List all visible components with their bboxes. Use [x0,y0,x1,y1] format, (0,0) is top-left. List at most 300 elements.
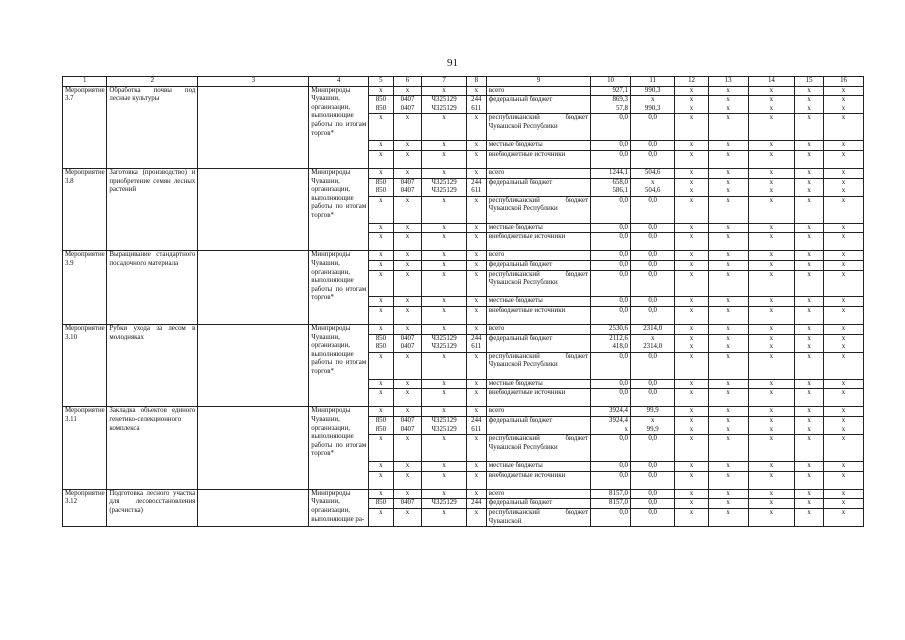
funding-source: всего [486,407,590,417]
column-3-empty [198,489,309,526]
value-col10: 0,0 [591,251,631,261]
code-expense: x [466,86,486,96]
value-col15: x x [795,178,824,196]
value-col10: 658,0 586,1 [591,178,631,196]
value-col15: x x [795,417,824,435]
value-col13: x [708,499,748,509]
code-grbs: x [369,489,393,499]
measure-executor: Минприроды Чувашии, организации, выполняющие работы по итогам торгов* [309,86,369,168]
header-cell-4: 4 [309,77,369,87]
header-cell-2: 2 [107,77,198,87]
value-col13: x [708,297,748,307]
value-col12: x [675,508,708,526]
code-grbs: x [369,462,393,472]
code-target: x [422,168,466,178]
value-col13: x [708,325,748,335]
table-row [63,251,864,261]
value-col15: x [795,260,824,270]
value-col10: 2112,6 418,0 [591,334,631,352]
value-col12: x [675,499,708,509]
value-col11: 0,0 [631,435,675,462]
value-col13: x [708,114,748,141]
value-col14: x [748,297,795,307]
code-target: x [422,471,466,489]
funding-source: федеральный бюджет [486,334,590,352]
funding-source: местные бюджеты [486,297,590,307]
funding-source: внебюджетные источники [486,233,590,251]
value-col16: x [824,499,864,509]
code-section: x [393,325,422,335]
column-3-empty [198,407,309,489]
value-col12: x [675,251,708,261]
code-expense: 244 611 [466,96,486,114]
code-grbs: x [369,297,393,307]
header-cell-6: 6 [393,77,422,87]
code-grbs: x [369,389,393,407]
value-col16: x [824,435,864,462]
value-col11: 0,0 [631,389,675,407]
value-col10: 0,0 [591,435,631,462]
funding-source: федеральный бюджет [486,417,590,435]
code-target: x [422,435,466,462]
value-col11: 0,0 [631,141,675,151]
code-expense: x [466,114,486,141]
value-col13: x x [708,334,748,352]
code-section: x [393,471,422,489]
code-section: x [393,306,422,324]
value-col13: x x [708,417,748,435]
value-col16: x x [824,334,864,352]
value-col15: x [795,233,824,251]
value-col16: x [824,379,864,389]
header-cell-15: 15 [795,77,824,87]
value-col14: x x [748,96,795,114]
code-target: x [422,196,466,223]
value-col13: x [708,233,748,251]
value-col12: x [675,86,708,96]
code-target: Ч325129 Ч325129 [422,178,466,196]
value-col13: x [708,379,748,389]
code-target: x [422,325,466,335]
table-row [63,325,864,335]
value-col10: 0,0 [591,114,631,141]
code-target: x [422,114,466,141]
code-expense: 244 [466,499,486,509]
value-col15: x [795,379,824,389]
code-target: x [422,223,466,233]
measure-id: Мероприятие 3.10 [63,325,107,407]
value-col15: x [795,389,824,407]
code-section: x [393,379,422,389]
code-expense: x [466,508,486,526]
code-section: x [393,114,422,141]
code-section: 0407 0407 [393,178,422,196]
value-col14: x [748,86,795,96]
column-3-empty [198,168,309,250]
funding-source: республиканский бюджет Чувашской [486,508,590,526]
value-col11: 0,0 [631,462,675,472]
value-col13: x [708,306,748,324]
funding-source: республиканский бюджет Чувашской Республики [486,270,590,297]
code-grbs: x [369,508,393,526]
code-target: x [422,297,466,307]
value-col14: x [748,251,795,261]
funding-source: внебюджетные источники [486,471,590,489]
value-col10: 0,0 [591,297,631,307]
code-section: 0407 0407 [393,334,422,352]
code-section: x [393,297,422,307]
code-section: x [393,462,422,472]
header-cell-12: 12 [675,77,708,87]
value-col10: 869,3 57,8 [591,96,631,114]
value-col11: 0,0 [631,196,675,223]
value-col10: 0,0 [591,352,631,379]
value-col12: x [675,352,708,379]
value-col12: x [675,306,708,324]
code-expense: 244 611 [466,178,486,196]
value-col15: x [795,114,824,141]
funding-source: федеральный бюджет [486,260,590,270]
code-section: x [393,86,422,96]
measure-executor: Минприроды Чувашии, организации, выполняющие работы по итогам торгов* [309,251,369,325]
value-col13: x [708,141,748,151]
value-col12: x x [675,417,708,435]
value-col14: x [748,508,795,526]
funding-source: всего [486,325,590,335]
code-section: x [393,508,422,526]
code-section: x [393,270,422,297]
code-expense: x [466,251,486,261]
value-col15: x [795,499,824,509]
code-section: 0407 0407 [393,96,422,114]
value-col16: x [824,270,864,297]
header-cell-9: 9 [486,77,590,87]
code-section: x [393,223,422,233]
value-col11: 0,0 [631,489,675,499]
code-section: x [393,233,422,251]
value-col14: x [748,499,795,509]
funding-source: внебюджетные источники [486,306,590,324]
value-col12: x [675,379,708,389]
value-col15: x [795,489,824,499]
code-target: x [422,389,466,407]
value-col11: x 99,9 [631,417,675,435]
measure-executor: Минприроды Чувашии, организации, выполняющие работы по итогам торгов* [309,407,369,489]
value-col13: x [708,508,748,526]
value-col10: 2530,6 [591,325,631,335]
code-expense: x [466,389,486,407]
code-section: x [393,489,422,499]
header-row [63,77,864,87]
value-col16: x [824,260,864,270]
value-col10: 8157,0 [591,489,631,499]
measure-id: Мероприятие 3.12 [63,489,107,526]
value-col13: x [708,489,748,499]
code-expense: x [466,223,486,233]
code-section: x [393,150,422,168]
value-col16: x [824,325,864,335]
table-row [63,407,864,417]
funding-source: республиканский бюджет Чувашской Республики [486,435,590,462]
code-expense: x [466,471,486,489]
code-grbs: x [369,86,393,96]
code-target: Ч325129 Ч325129 [422,417,466,435]
code-grbs: x [369,379,393,389]
code-grbs: x [369,270,393,297]
value-col10: 0,0 [591,379,631,389]
code-expense: x [466,462,486,472]
value-col13: x [708,462,748,472]
code-section: x [393,389,422,407]
value-col15: x [795,462,824,472]
value-col13: x [708,352,748,379]
code-expense: x [466,407,486,417]
value-col11: 0,0 [631,508,675,526]
value-col14: x [748,389,795,407]
value-col15: x [795,407,824,417]
code-expense: x [466,352,486,379]
value-col15: x [795,196,824,223]
code-section: x [393,196,422,223]
code-target: Ч325129 Ч325129 [422,96,466,114]
value-col11: x 2314,0 [631,334,675,352]
value-col15: x x [795,96,824,114]
value-col14: x [748,407,795,417]
code-target: x [422,462,466,472]
value-col14: x x [748,334,795,352]
code-target: x [422,233,466,251]
header-cell-1: 1 [63,77,107,87]
code-section: x [393,407,422,417]
funding-source: республиканский бюджет Чувашской Республики [486,114,590,141]
value-col10: 0,0 [591,508,631,526]
value-col13: x [708,471,748,489]
code-expense: x [466,260,486,270]
value-col16: x [824,389,864,407]
value-col10: 1244,1 [591,168,631,178]
value-col14: x [748,306,795,324]
code-grbs: x [369,352,393,379]
value-col10: 3924,4 x [591,417,631,435]
funding-source: всего [486,86,590,96]
value-col13: x [708,435,748,462]
value-col14: x [748,270,795,297]
value-col16: x [824,352,864,379]
value-col16: x [824,251,864,261]
value-col11: 0,0 [631,352,675,379]
code-section: x [393,168,422,178]
code-grbs: x [369,325,393,335]
value-col12: x x [675,334,708,352]
value-col11: 2314,0 [631,325,675,335]
value-col11: 0,0 [631,150,675,168]
value-col12: x [675,141,708,151]
value-col14: x [748,489,795,499]
measure-id: Мероприятие 3.9 [63,251,107,325]
value-col16: x [824,150,864,168]
value-col10: 0,0 [591,306,631,324]
value-col12: x [675,297,708,307]
measure-id: Мероприятие 3.7 [63,86,107,168]
code-expense: x [466,297,486,307]
value-col10: 0,0 [591,141,631,151]
value-col16: x [824,297,864,307]
code-target: x [422,251,466,261]
value-col16: x [824,407,864,417]
code-grbs: x [369,233,393,251]
funding-source: федеральный бюджет [486,96,590,114]
value-col14: x [748,114,795,141]
code-grbs: x [369,223,393,233]
code-grbs: x [369,141,393,151]
value-col15: x [795,86,824,96]
funding-source: республиканский бюджет Чувашской Республики [486,196,590,223]
value-col13: x x [708,96,748,114]
code-target: x [422,150,466,168]
value-col12: x x [675,178,708,196]
code-section: 0407 0407 [393,417,422,435]
value-col12: x [675,150,708,168]
header-cell-14: 14 [748,77,795,87]
value-col16: x x [824,96,864,114]
value-col13: x [708,150,748,168]
value-col11: 0,0 [631,379,675,389]
table-row [63,168,864,178]
column-3-empty [198,325,309,407]
value-col10: 0,0 [591,462,631,472]
value-col14: x x [748,417,795,435]
code-section: x [393,141,422,151]
funding-source: местные бюджеты [486,462,590,472]
code-section: 0407 [393,499,422,509]
budget-table [62,76,864,527]
value-col13: x [708,223,748,233]
value-col15: x x [795,334,824,352]
value-col14: x [748,462,795,472]
code-target: Ч325129 Ч325129 [422,334,466,352]
value-col10: 3924,4 [591,407,631,417]
value-col10: 0,0 [591,260,631,270]
value-col13: x [708,86,748,96]
measure-name: Подготовка лесного участка для лесовосстановления (расчистка) [107,489,198,526]
code-expense: x [466,489,486,499]
code-grbs: x [369,196,393,223]
funding-source: всего [486,251,590,261]
code-expense: x [466,233,486,251]
measure-name: Обработка почвы под лесные культуры [107,86,198,168]
value-col15: x [795,251,824,261]
value-col10: 0,0 [591,150,631,168]
value-col15: x [795,325,824,335]
value-col10: 0,0 [591,196,631,223]
header-cell-10: 10 [591,77,631,87]
value-col12: x [675,325,708,335]
value-col14: x [748,141,795,151]
measure-id: Мероприятие 3.8 [63,168,107,250]
code-target: x [422,141,466,151]
value-col14: x [748,223,795,233]
code-grbs: 850 850 [369,178,393,196]
code-target: x [422,260,466,270]
code-grbs: x [369,260,393,270]
value-col16: x [824,141,864,151]
code-grbs: 850 850 [369,96,393,114]
value-col12: x [675,462,708,472]
value-col11: 0,0 [631,471,675,489]
value-col14: x [748,471,795,489]
value-col12: x [675,223,708,233]
code-section: x [393,352,422,379]
code-expense: x [466,435,486,462]
header-cell-8: 8 [466,77,486,87]
funding-source: федеральный бюджет [486,178,590,196]
value-col12: x [675,407,708,417]
value-col16: x [824,462,864,472]
value-col11: 504,6 [631,168,675,178]
value-col11: 0,0 [631,233,675,251]
code-grbs: x [369,306,393,324]
code-target: x [422,489,466,499]
code-expense: 244 611 [466,334,486,352]
value-col15: x [795,141,824,151]
code-grbs: x [369,435,393,462]
value-col11: 0,0 [631,223,675,233]
value-col12: x [675,168,708,178]
value-col11: 0,0 [631,270,675,297]
funding-source: местные бюджеты [486,223,590,233]
measure-id: Мероприятие 3.11 [63,407,107,489]
value-col12: x [675,114,708,141]
measure-name: Рубки ухода за лесом в молодняках [107,325,198,407]
value-col16: x x [824,417,864,435]
value-col16: x [824,508,864,526]
value-col13: x [708,251,748,261]
header-cell-11: 11 [631,77,675,87]
value-col15: x [795,435,824,462]
value-col10: 0,0 [591,270,631,297]
header-cell-3: 3 [198,77,309,87]
value-col13: x x [708,178,748,196]
code-expense: x [466,150,486,168]
code-target: x [422,270,466,297]
table-row [63,86,864,96]
measure-name: Закладка объектов единого генетико-селекционного комплекса [107,407,198,489]
value-col11: 990,3 [631,86,675,96]
value-col15: x [795,508,824,526]
funding-source: республиканский бюджет Чувашской Республики [486,352,590,379]
value-col12: x [675,389,708,407]
value-col11: x 504,6 [631,178,675,196]
value-col16: x x [824,178,864,196]
measure-name: Заготовка (производство) и приобретение семян лесных растений [107,168,198,250]
value-col16: x [824,168,864,178]
value-col12: x [675,435,708,462]
code-section: x [393,251,422,261]
code-target: x [422,379,466,389]
value-col10: 8157,0 [591,499,631,509]
code-grbs: 850 [369,499,393,509]
code-target: x [422,306,466,324]
value-col16: x [824,306,864,324]
value-col10: 0,0 [591,223,631,233]
value-col16: x [824,489,864,499]
code-target: Ч325129 [422,499,466,509]
code-expense: 244 611 [466,417,486,435]
value-col12: x [675,233,708,251]
code-section: x [393,435,422,462]
code-grbs: x [369,251,393,261]
code-target: x [422,86,466,96]
